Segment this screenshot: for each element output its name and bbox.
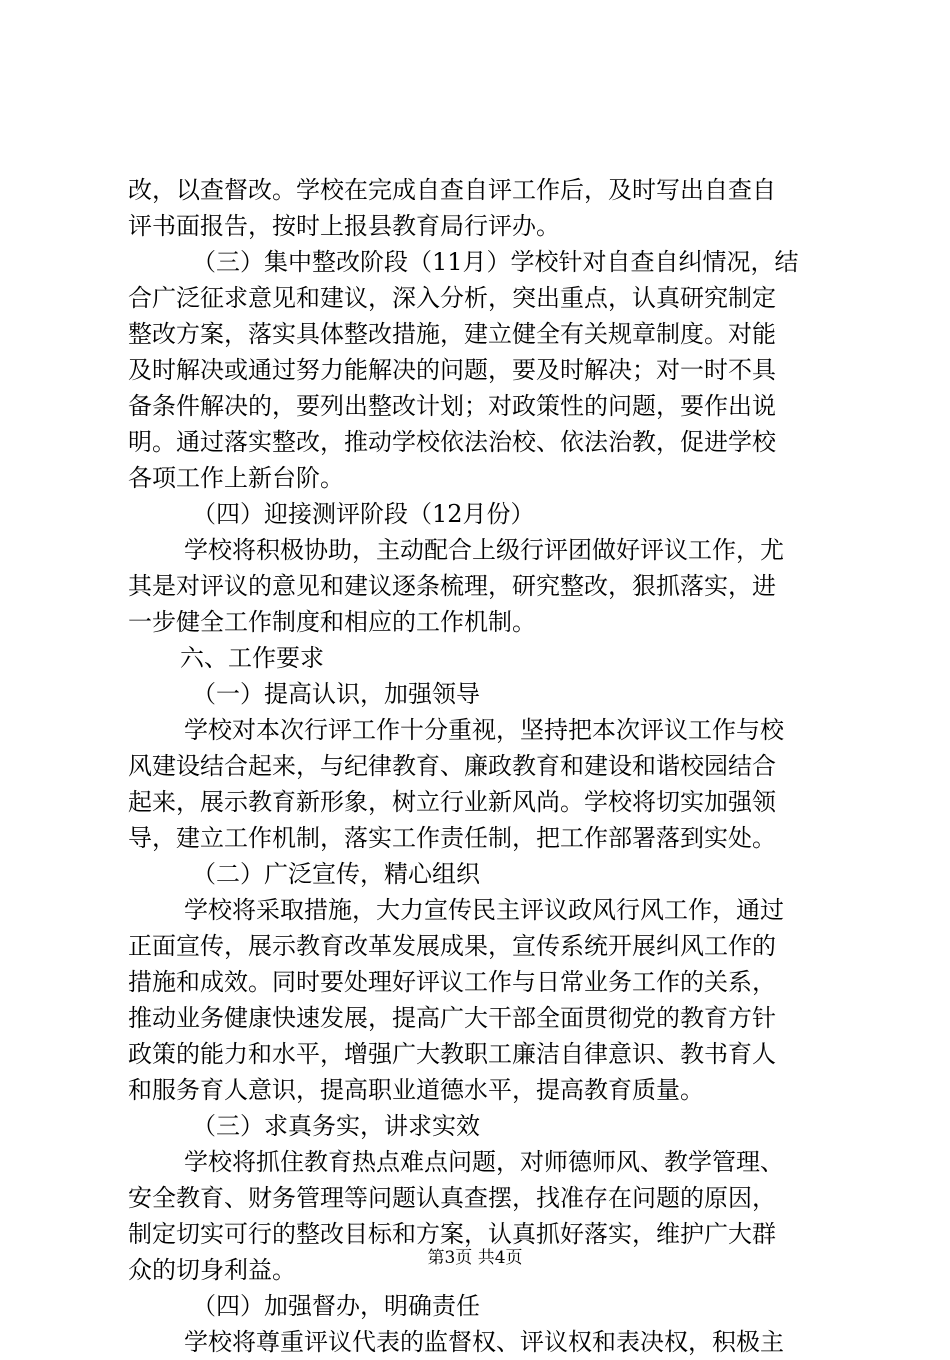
text-line: （二）广泛宣传，精心组织 xyxy=(192,860,480,888)
text-line: （三）集中整改阶段（11月）学校针对自查自纠情况，结 xyxy=(192,248,799,276)
text-line: 起来，展示教育新形象，树立行业新风尚。学校将切实加强领 xyxy=(128,788,776,816)
text-line: （四）加强督办，明确责任 xyxy=(192,1292,480,1320)
text-line: （一）提高认识，加强领导 xyxy=(192,680,480,708)
text-line: 一步健全工作制度和相应的工作机制。 xyxy=(128,608,536,636)
text-line: 和服务育人意识，提高职业道德水平，提高教育质量。 xyxy=(128,1076,704,1104)
text-line: 学校对本次行评工作十分重视，坚持把本次评议工作与校 xyxy=(184,716,784,744)
text-line: 风建设结合起来，与纪律教育、廉政教育和建设和谐校园结合 xyxy=(128,752,776,780)
text-line: 评书面报告，按时上报县教育局行评办。 xyxy=(128,212,560,240)
text-line: （四）迎接测评阶段（12月份） xyxy=(192,500,535,528)
text-line: 备条件解决的，要列出整改计划；对政策性的问题，要作出说 xyxy=(128,392,776,420)
text-line: 改，以查督改。学校在完成自查自评工作后，及时写出自查自 xyxy=(128,176,776,204)
text-line: 导，建立工作机制，落实工作责任制，把工作部署落到实处。 xyxy=(128,824,776,852)
text-line: 正面宣传，展示教育改革发展成果，宣传系统开展纠风工作的 xyxy=(128,932,776,960)
document-body xyxy=(128,172,828,1360)
page-footer: 第3页 共4页 xyxy=(427,1248,523,1268)
text-line: 合广泛征求意见和建议，深入分析，突出重点，认真研究制定 xyxy=(128,284,776,312)
text-line: （三）求真务实，讲求实效 xyxy=(192,1112,480,1140)
text-line: 学校将积极协助，主动配合上级行评团做好评议工作，尤 xyxy=(184,536,784,564)
text-line: 推动业务健康快速发展，提高广大干部全面贯彻党的教育方针 xyxy=(128,1004,776,1032)
text-line: 学校将尊重评议代表的监督权、评议权和表决权，积极主 xyxy=(184,1328,784,1356)
text-line: 及时解决或通过努力能解决的问题，要及时解决；对一时不具 xyxy=(128,356,776,384)
text-line: 六、工作要求 xyxy=(180,644,324,672)
text-line: 各项工作上新台阶。 xyxy=(128,464,344,492)
text-line: 政策的能力和水平，增强广大教职工廉洁自律意识、教书育人 xyxy=(128,1040,776,1068)
text-line: 明。通过落实整改，推动学校依法治校、依法治教，促进学校 xyxy=(128,428,776,456)
text-line: 整改方案，落实具体整改措施，建立健全有关规章制度。对能 xyxy=(128,320,776,348)
text-line: 学校将抓住教育热点难点问题，对师德师风、教学管理、 xyxy=(184,1148,784,1176)
text-line: 安全教育、财务管理等问题认真查摆，找准存在问题的原因， xyxy=(128,1184,776,1212)
text-line: 众的切身利益。 xyxy=(128,1256,296,1284)
text-line: 措施和成效。同时要处理好评议工作与日常业务工作的关系， xyxy=(128,968,776,996)
text-line: 学校将采取措施，大力宣传民主评议政风行风工作，通过 xyxy=(184,896,784,924)
text-line: 制定切实可行的整改目标和方案，认真抓好落实，维护广大群 xyxy=(128,1220,776,1248)
text-line: 其是对评议的意见和建议逐条梳理，研究整改，狠抓落实，进 xyxy=(128,572,776,600)
